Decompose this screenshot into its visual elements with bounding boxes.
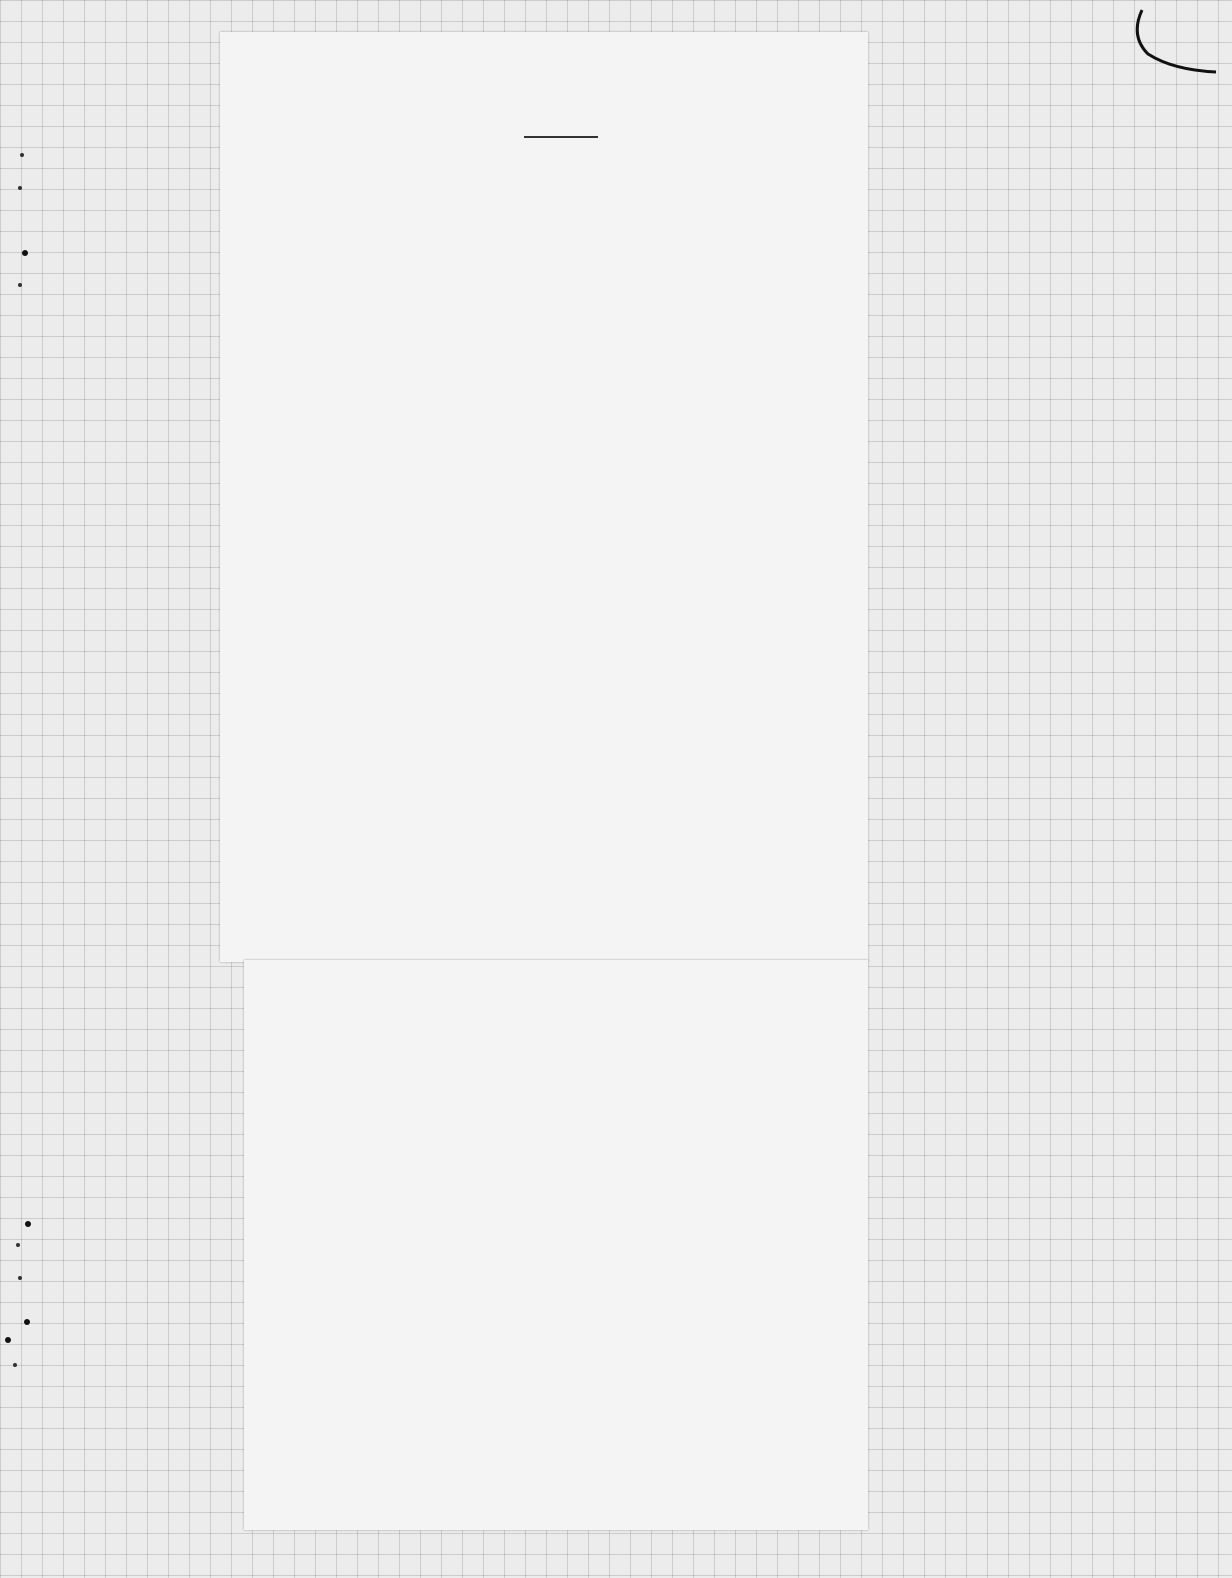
page-number-circle-mark (1128, 6, 1218, 76)
binding-hole-marks (0, 0, 40, 1578)
newspaper-clipping-bottom (244, 960, 868, 1530)
title-divider (524, 136, 598, 138)
newspaper-clipping-top (220, 32, 868, 962)
